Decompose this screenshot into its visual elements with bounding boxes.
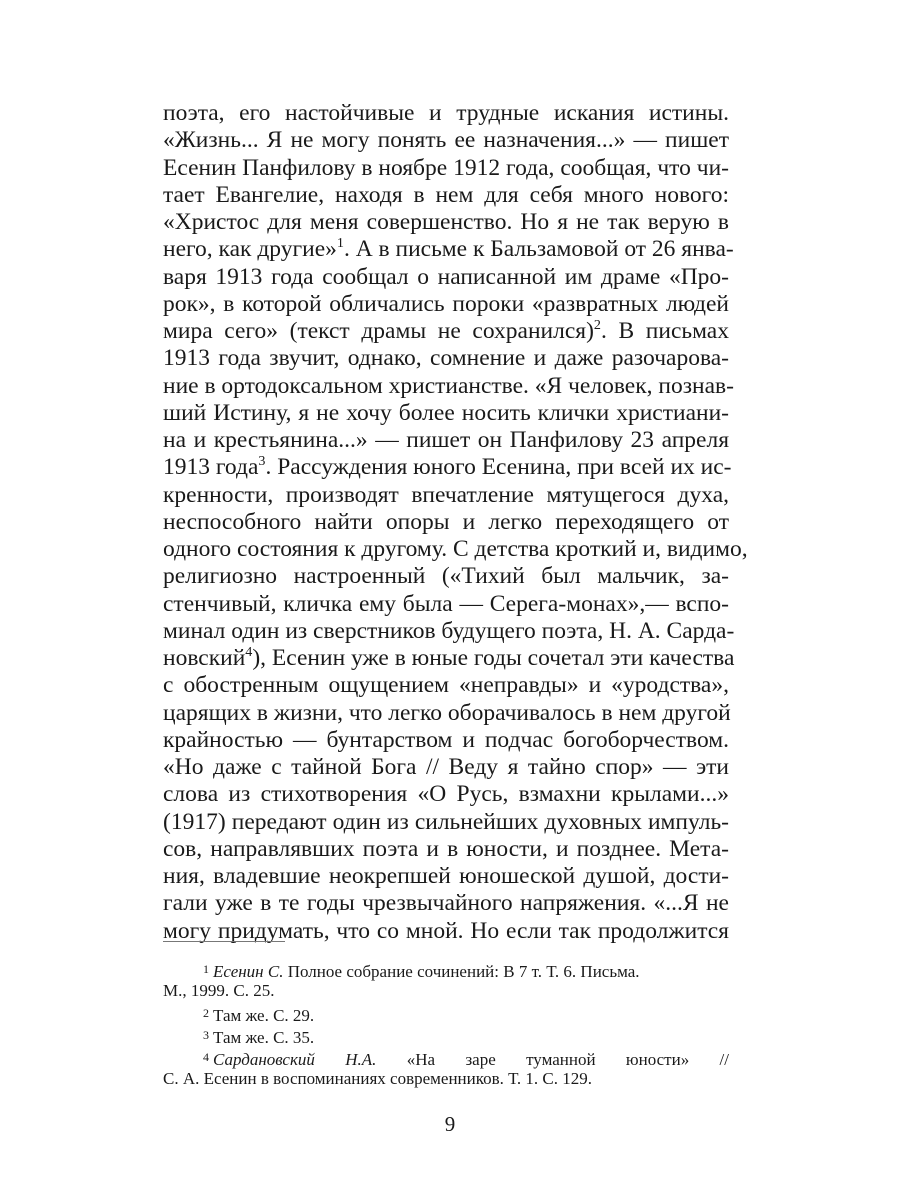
text-line: тает Евангелие, находя в нем для себя много нового: (163, 181, 729, 208)
text-line: рок», в которой обличались пороки «развратных людей (163, 290, 729, 317)
footnotes (163, 958, 729, 1090)
text-line: новский$^4$), Есенин уже в юные годы сочетал эти качества (163, 644, 735, 671)
text-line: стенчивый, кличка ему была — Серега-монах»,— вспо- (163, 590, 729, 617)
text-line: минал один из сверстников будущего поэта, Н. А. Сарда- (163, 617, 735, 644)
text-line: «Жизнь... Я не могу понять ее назначения...» — пишет (163, 127, 729, 154)
text-line: Есенин Панфилову в ноябре 1912 года, сообщая, что чи- (163, 154, 729, 181)
text-line: ния, владевшие неокрепшей юношеской душой, дости- (163, 863, 729, 889)
footnote-2: $^2$ Там же. С. 29. (203, 1006, 315, 1025)
text-line: поэта, его настойчивые и трудные искания истины. (163, 100, 729, 126)
footnote-ref: 2 (593, 317, 601, 334)
text-line: 1913 года$^3$. Рассуждения юного Есенина, при всей их ис- (163, 453, 732, 481)
text-line: (1917) передают один из сильнейших духовных импуль- (163, 808, 729, 835)
footnote-4-continued: С. А. Есенин в воспоминаниях современников. Т. 1. С. 129. (163, 1069, 592, 1088)
footnote-separator (163, 941, 285, 942)
text-line: сов, направлявших поэта и в юности, и позднее. Мета- (163, 835, 729, 862)
text-line: «Но даже с тайной Бога // Веду я тайно спор» — эти (163, 754, 729, 780)
text-line: религиозно настроенный («Тихий был мальчик, за- (163, 563, 729, 590)
text-line: на и крестьянина...» — пишет он Панфилову 23 апреля (163, 427, 729, 453)
text-line: ние в ортодоксальном христианстве. «Я человек, познав- (163, 372, 734, 399)
footnote-1-continued: М., 1999. С. 25. (163, 981, 275, 1000)
text-line: кренности, производят впечатление мятущегося духа, (163, 481, 729, 508)
text-line: одного состояния к другому. С детства кроткий и, видимо, (163, 536, 748, 562)
main-text (163, 100, 748, 945)
text-line: «Христос для меня совершенство. Но я не так верую в (163, 209, 729, 235)
footnote-3: $^3$ Там же. С. 35. (203, 1028, 315, 1047)
text-line: гали уже в те годы чрезвычайного напряжения. «...Я не (163, 890, 729, 917)
text-line: с обостренным ощущением «неправды» и «уродства», (163, 672, 729, 699)
footnote-1: $^1$ Есенин С. Полное собрание сочинений: В 7 т. Т. 6. Письма. (203, 962, 640, 981)
footnote-4: $^4$ Сардановский Н.А. «На заре туманной юности» // (203, 1050, 729, 1069)
footnote-ref: 3 (258, 453, 266, 470)
text-line: 1913 года звучит, однако, сомнение и даже разочарова- (163, 345, 729, 372)
text-line: крайностью — бунтарством и подчас богоборчеством. (163, 726, 729, 753)
text-line: ший Истину, я не хочу более носить клички христиани- (163, 399, 729, 426)
footnote-ref: 4 (245, 644, 253, 661)
text-line: неспособного найти опоры и легко переходящего от (163, 508, 729, 535)
text-line: могу придумать, что со мной. Но если так продолжится (163, 917, 729, 944)
text-line: царящих в жизни, что легко оборачивалось в нем другой (163, 699, 731, 726)
page-number: 9 (444, 1112, 456, 1136)
footnote-ref: 1 (336, 235, 344, 252)
text-line: мира сего» (текст драмы не сохранился)$^2$. В письмах (163, 317, 729, 344)
text-line: него, как другие»$^1$. А в письме к Бальзамовой от 26 янва- (163, 235, 734, 263)
text-line: слова из стихотворения «О Русь, взмахни крылами...» (163, 781, 729, 808)
text-line: варя 1913 года сообщал о написанной им драме «Про- (163, 263, 729, 290)
